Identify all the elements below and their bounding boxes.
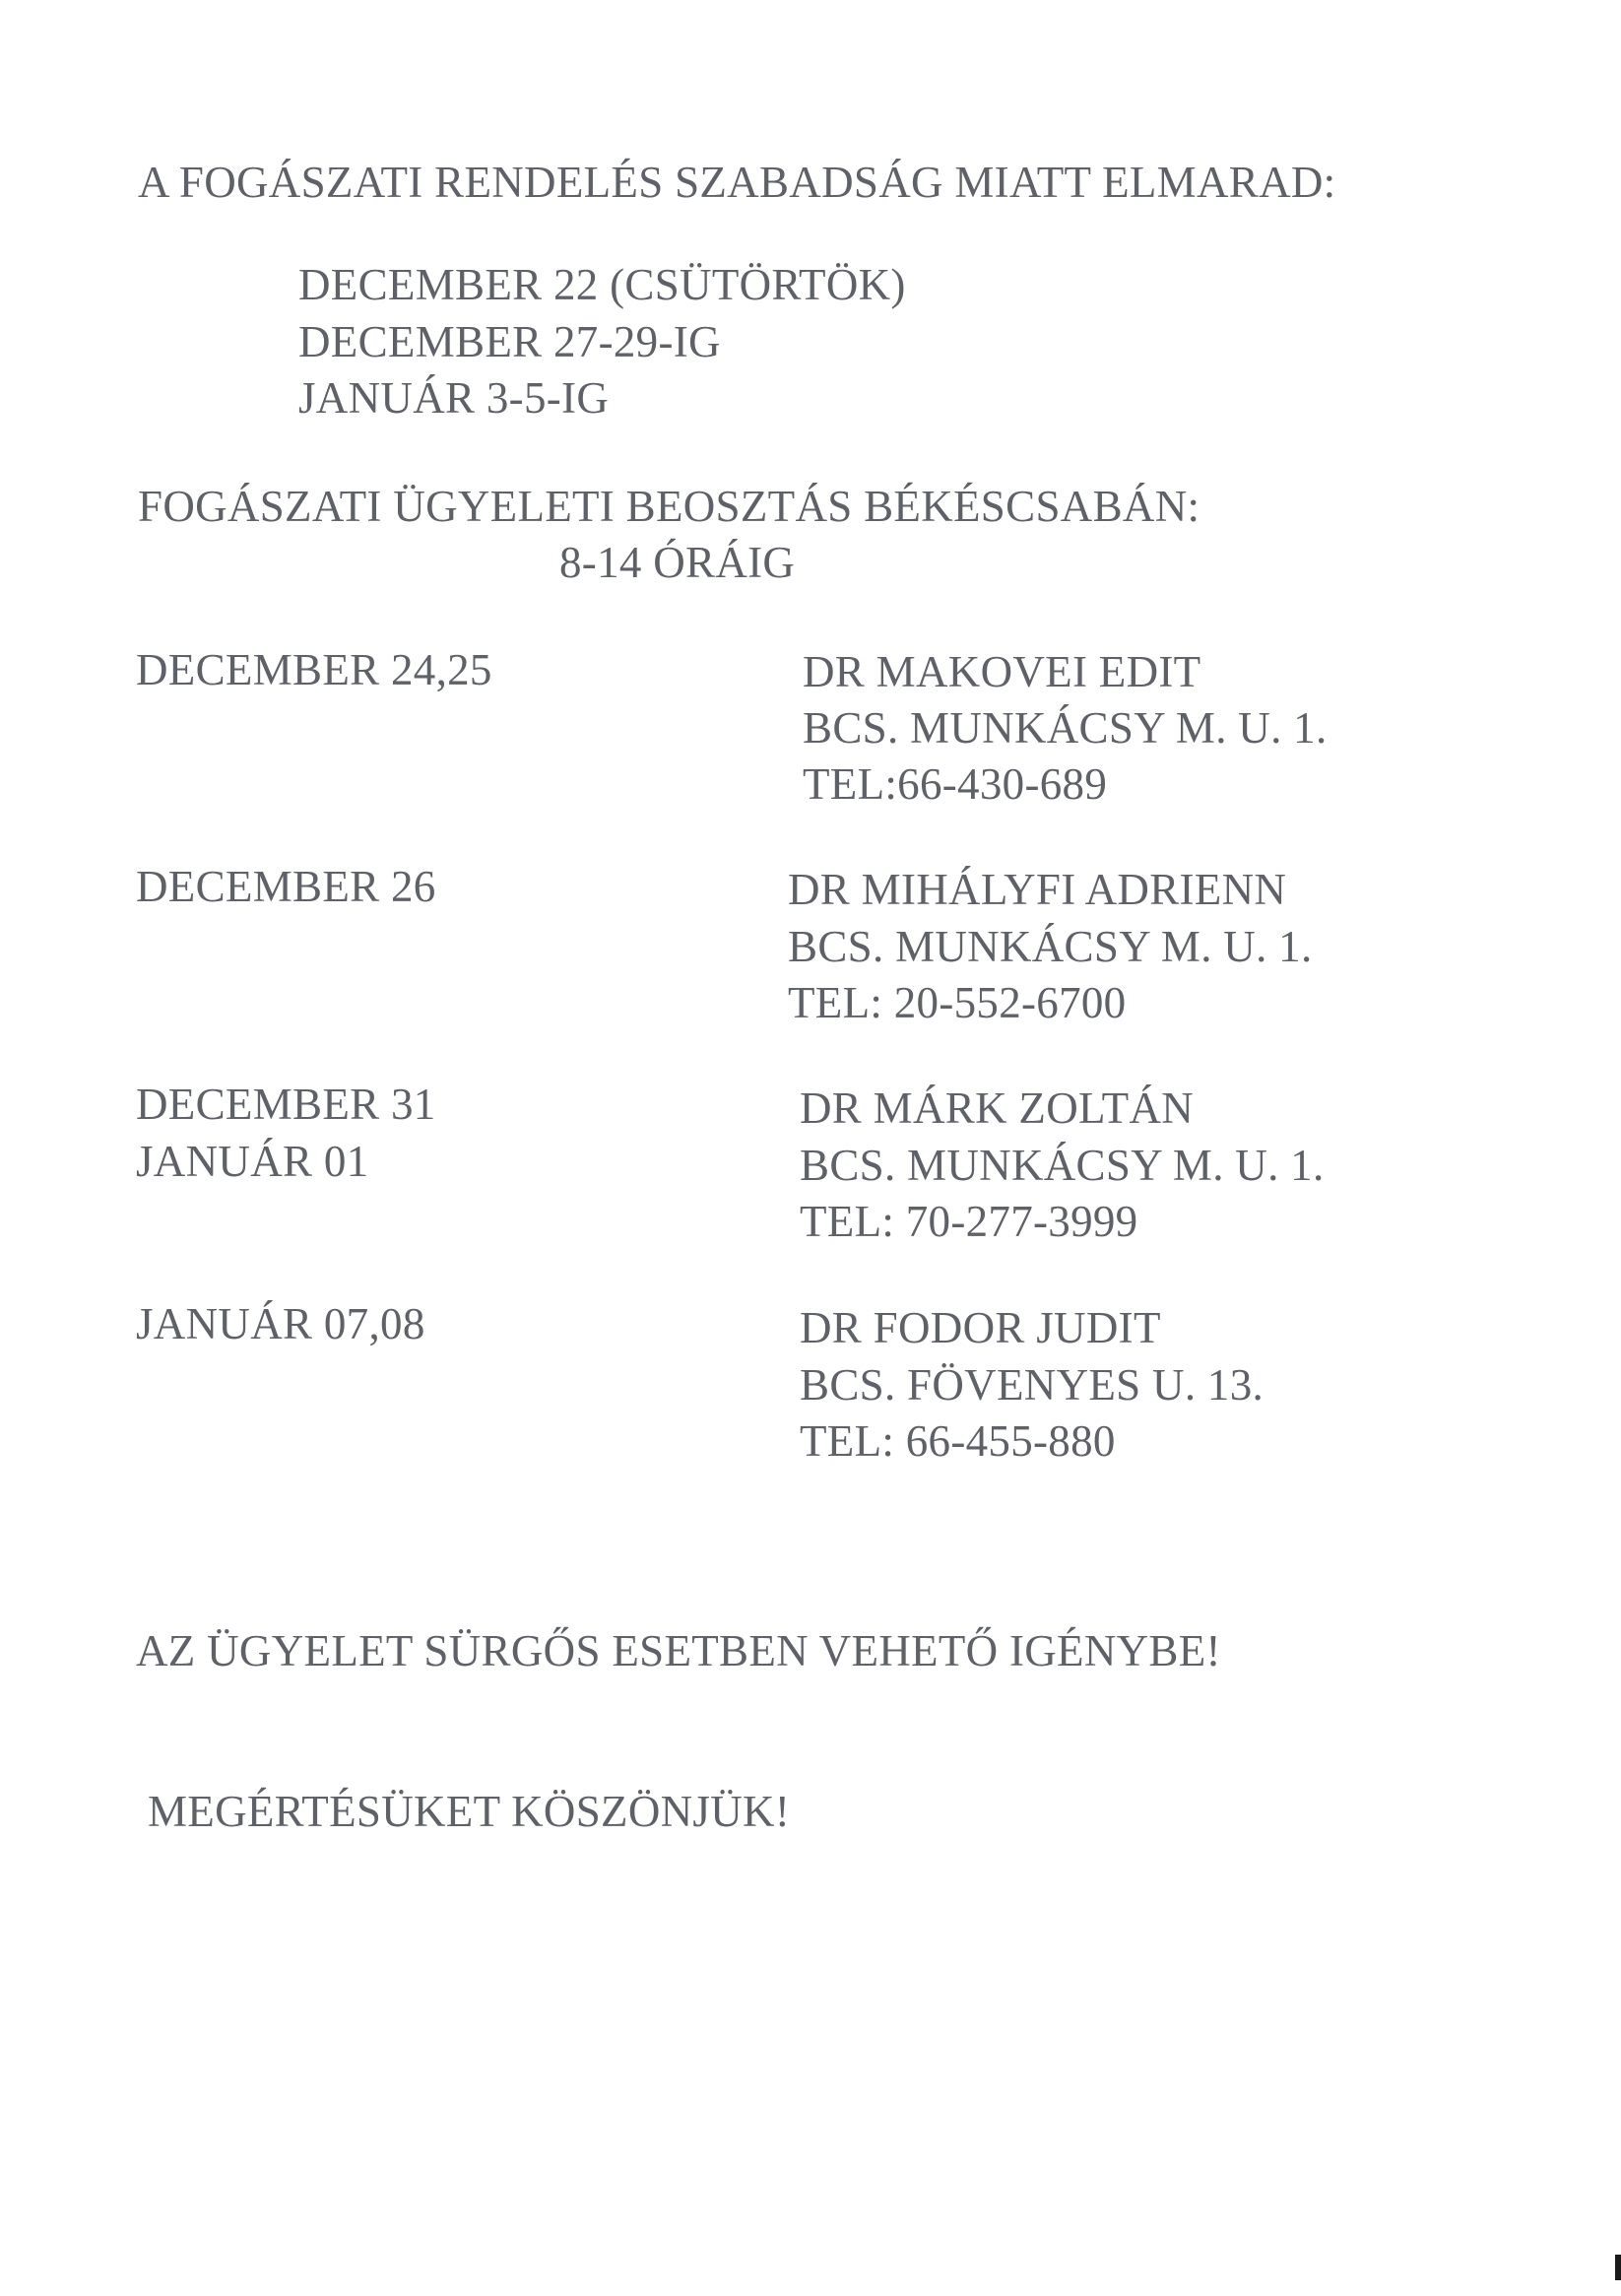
closed-date-3: JANUÁR 3-5-IG <box>298 373 610 423</box>
duty-1-doctor: DR MAKOVEI EDIT <box>803 647 1201 696</box>
duty-4-doctor: DR FODOR JUDIT <box>800 1303 1161 1352</box>
duty-3-phone: TEL: 70-277-3999 <box>800 1197 1138 1246</box>
duty-2-doctor: DR MIHÁLYFI ADRIENN <box>788 865 1287 914</box>
schedule-hours: 8-14 ÓRÁIG <box>559 538 796 587</box>
duty-3-date-1: DECEMBER 31 <box>136 1080 436 1129</box>
closed-date-1: DECEMBER 22 (CSÜTÖRTÖK) <box>298 260 906 309</box>
duty-3-doctor: DR MÁRK ZOLTÁN <box>800 1083 1195 1133</box>
duty-4-phone: TEL: 66-455-880 <box>800 1416 1116 1466</box>
urgent-note: AZ ÜGYELET SÜRGŐS ESETBEN VEHETŐ IGÉNYBE! <box>136 1626 1221 1675</box>
duty-2-date: DECEMBER 26 <box>136 862 436 911</box>
duty-3-address: BCS. MUNKÁCSY M. U. 1. <box>800 1141 1325 1190</box>
closed-date-2: DECEMBER 27-29-IG <box>298 317 721 366</box>
duty-2-address: BCS. MUNKÁCSY M. U. 1. <box>788 922 1313 971</box>
duty-1-address: BCS. MUNKÁCSY M. U. 1. <box>803 703 1328 753</box>
duty-3-date-2: JANUÁR 01 <box>136 1137 369 1186</box>
schedule-heading: FOGÁSZATI ÜGYELETI BEOSZTÁS BÉKÉSCSABÁN: <box>138 482 1200 531</box>
thanks-note: MEGÉRTÉSÜKET KÖSZÖNJÜK! <box>148 1787 791 1836</box>
scan-edge-mark <box>1615 2255 1621 2280</box>
notice-heading: A FOGÁSZATI RENDELÉS SZABADSÁG MIATT ELMARAD: <box>138 158 1336 207</box>
duty-1-phone: TEL:66-430-689 <box>803 759 1108 809</box>
duty-1-date: DECEMBER 24,25 <box>136 645 492 694</box>
duty-4-address: BCS. FÖVENYES U. 13. <box>800 1360 1264 1410</box>
duty-4-date: JANUÁR 07,08 <box>136 1299 425 1348</box>
duty-2-phone: TEL: 20-552-6700 <box>788 978 1127 1027</box>
